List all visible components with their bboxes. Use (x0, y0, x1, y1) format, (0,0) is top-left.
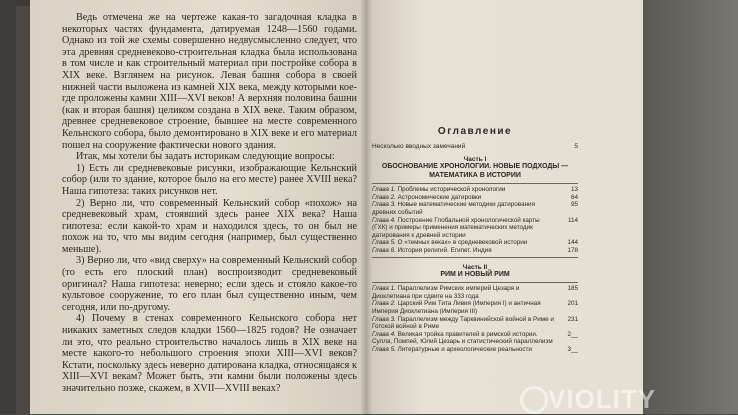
paragraph: 3) Верно ли, что «вид сверху» на современный Кельнский собор (то есть его плоский план) воспроизводит средневековый оригинал? Наша гипотеза: неверно; если здесь и стояло какое-то культовое сооружение, то его план был существенно иным, чем сегодня, или по-другому. (62, 255, 357, 313)
toc-chapter-title: Параллелизм Римских империй Цезаря и Диоклетиана при сдвиге на 333 года (372, 285, 520, 300)
toc-chapter-row (372, 331, 578, 346)
toc-chapter-row (372, 217, 578, 240)
toc-intro-row (372, 143, 578, 150)
divider (372, 282, 578, 283)
toc-chapter-text (372, 316, 556, 331)
part1-title: ОБОСНОВАНИЕ ХРОНОЛОГИИ. НОВЫЕ ПОДХОДЫ — МАТЕМАТИКА В ИСТОРИИ (381, 163, 569, 179)
part1-label: Часть I (463, 156, 487, 163)
toc-chapter-page: 13 (570, 186, 578, 194)
toc-chapter-row (372, 201, 578, 216)
toc-chapter-text (372, 285, 556, 300)
watermark-logo-icon (520, 386, 548, 414)
toc-chapter-text (372, 194, 556, 202)
toc-chapter-number: Глава 3. (372, 315, 396, 323)
toc-chapter-title: Царский Рим Тита Ливия (Империя I) и античная Империя Диоклетиана (Империя III) (372, 300, 541, 315)
toc-chapter-page: 64 (570, 193, 578, 201)
toc-chapter-title: Великая тройка правителей в римской истории. Сулла, Помпей, Юлий Цезарь и статистический параллелизм (372, 330, 553, 346)
toc-chapter-number: Глава 1. (372, 186, 396, 194)
toc-intro-text: Несколько вводных замечаний (372, 143, 466, 150)
toc-chapter-title: О «темных веках» в средневековой истории (397, 239, 528, 247)
toc-chapter-text (372, 239, 556, 247)
toc-chapter-row (372, 346, 578, 354)
toc-chapter-number: Глава 4. (372, 216, 396, 224)
divider (372, 257, 578, 258)
toc-chapter-title: Проблемы исторической хронологии (397, 186, 506, 194)
toc-chapter-page: 114 (567, 216, 578, 224)
toc-chapter-row (372, 186, 578, 194)
toc-chapter-number: Глава 3. (372, 201, 396, 209)
toc-chapter-page: 178 (567, 246, 578, 254)
toc-chapter-row (372, 316, 578, 331)
toc-chapter-number: Глава 2. (372, 193, 396, 201)
toc-chapter-number: Глава 6. (372, 246, 396, 254)
toc-chapter-text (372, 201, 556, 216)
toc-chapter-page: 144 (567, 239, 578, 247)
toc-chapter-row (372, 300, 578, 315)
toc-chapter-number: Глава 4. (372, 330, 396, 338)
paragraph: 1) Есть ли средневековые рисунки, изображающие Кельнский собор (или то здание, которое было на его месте) ранее XVIII века? Наша гипотеза: таких рисунков нет. (62, 162, 357, 197)
toc-chapter-row (372, 285, 578, 300)
table-of-contents (372, 126, 578, 353)
toc-chapter-row (372, 239, 578, 247)
toc-chapter-number: Глава 5. (372, 345, 396, 353)
part2-title: РИМ И НОВЫЙ РИМ (440, 270, 510, 278)
part2-label: Часть II (462, 263, 488, 271)
toc-chapter-page: 3__ (567, 345, 578, 353)
part2-chapters (372, 285, 578, 353)
paragraph: 2) Верно ли, что современный Кельнский собор «похож» на средневековый храм, стоявший здесь ранее XIX века? Наша гипотеза: если какой-то храм и находился здесь, то он был не похож на то, что мы видим сегодня (например, был существенно меньше). (62, 197, 357, 255)
toc-chapter-page: 2__ (567, 330, 578, 338)
toc-chapter-title: Построение Глобальной хронологической карты (ГХК) и примеры применения математических методик датирования к древней истории (372, 216, 540, 239)
part1-chapters (372, 186, 578, 254)
toc-chapter-title: Литературные и археологические реальности (397, 345, 532, 353)
book-gutter (360, 0, 372, 414)
paragraph: Итак, мы хотели бы задать историкам следующие вопросы: (76, 151, 335, 163)
divider (372, 183, 578, 184)
toc-chapter-page: 95 (570, 201, 578, 209)
toc-chapter-text (372, 217, 556, 240)
toc-chapter-title: История религий. Египет. Индия (397, 246, 492, 254)
toc-chapter-page: 231 (567, 315, 578, 323)
toc-chapter-title: Новые математические методики датирования древних событий (372, 201, 535, 216)
left-page-text (62, 12, 357, 395)
background-right (638, 0, 738, 414)
toc-chapter-number: Глава 5. (372, 239, 396, 247)
paragraph: 4) Почему в стенах современного Кельнского собора нет никаких заметных следов кладки 1560—1825 годов? Не означает ли это, что реально строительство началось лишь в XIX веке на месте какого-то небольшого строения эпохи XIII—XVI веков? Кстати, поскольку здесь неверно датирована кладка, относящаяся к XIII—XVI векам? Может быть, эти камни были положены здесь значительно позже, скажем, в XVII—XVIII веках? (62, 313, 357, 394)
toc-chapter-row (372, 194, 578, 202)
toc-chapter-title: Астрономические датировки (397, 193, 482, 201)
toc-chapter-text (372, 331, 556, 346)
paragraph: Ведь отмечена же на чертеже какая-то загадочная кладка в некоторых частях фундамента, датируемая 1248—1560 годами. Однако из той же схемы совершенно недвусмысленно следует, что эта древняя средневеково-строительная кладка была использована в том числе и как строительный материал при постройке собора в XIX веке. Взглянем на рисунок. Левая башня собора в своей нижней части выложена из камней XIX века, между которыми кое-где проложены камни XIII—XVI веков! А верхняя половина башни (как и вторая башня) целиком создана в XIX веке. Таким образом, древнее средневековое строение, бывшее на месте современного Кельнского собора, было демонтировано в XIX веке и его материал пошел на сооружение фактически нового здания. (62, 12, 357, 151)
background-left (0, 0, 16, 414)
toc-chapter-text (372, 300, 556, 315)
toc-title: Оглавление (437, 126, 513, 137)
toc-chapter-text (372, 247, 556, 255)
toc-chapter-row (372, 247, 578, 255)
toc-chapter-text (372, 346, 556, 354)
toc-chapter-number: Глава 1. (372, 285, 396, 293)
toc-chapter-title: Параллелизм между Тарквинийской войной в Риме и Готской войной в Риме (372, 315, 554, 331)
watermark: VIOLITY (548, 384, 657, 414)
toc-intro-page: 5 (574, 143, 578, 150)
toc-chapter-page: 185 (567, 285, 578, 293)
toc-chapter-text (372, 186, 556, 194)
toc-chapter-number: Глава 2. (372, 300, 396, 308)
toc-chapter-page: 201 (567, 300, 578, 308)
